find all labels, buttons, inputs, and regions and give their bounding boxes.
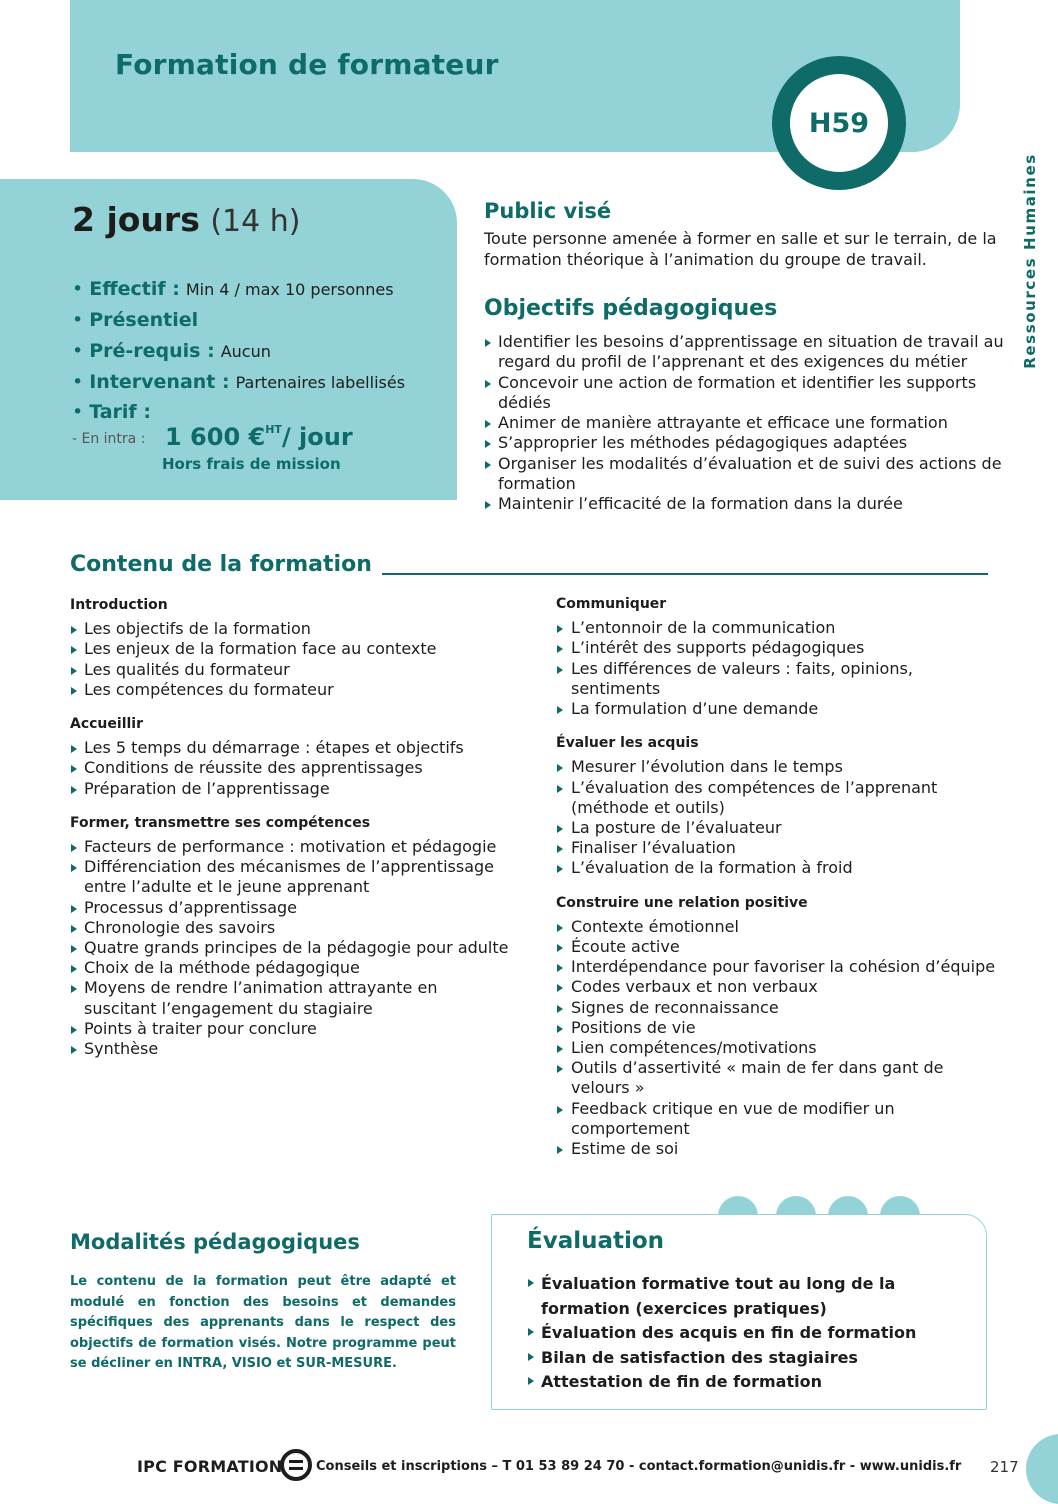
footer-contact: Conseils et inscriptions – T 01 53 89 24 70 - contact.formation@unidis.fr - www.unidis.fr [316, 1459, 962, 1474]
list-item: Points à traiter pour conclure [70, 1019, 510, 1039]
duration [72, 200, 300, 239]
content-section-accueillir [70, 714, 510, 799]
section-title: Former, transmettre ses compétences [70, 814, 371, 831]
list-item: Codes verbaux et non verbaux [556, 977, 996, 997]
info-item-tarif: • Tarif : [72, 401, 151, 423]
evaluation-list [527, 1272, 967, 1395]
info-item-prerequis: • Pré-requis : Aucun [72, 340, 271, 362]
list-item: Préparation de l’apprentissage [70, 779, 510, 799]
list-item: Les objectifs de la formation [70, 619, 510, 639]
info-item-intervenant: • Intervenant : Partenaires labellisés [72, 371, 406, 393]
footer-brand: IPC FORMATION [137, 1457, 283, 1476]
objective-item: Organiser les modalités d’évaluation et de suivi des actions de formation [484, 454, 1004, 495]
content-section-former [70, 813, 510, 1059]
content-heading: Contenu de la formation [70, 552, 372, 577]
list-item: Feedback critique en vue de modifier un comportement [556, 1099, 996, 1139]
evaluation-item: Évaluation des acquis en fin de formation [527, 1321, 967, 1346]
list-item: Contexte émotionnel [556, 917, 996, 937]
section-title: Évaluer les acquis [556, 735, 699, 752]
list-item: Écoute active [556, 937, 996, 957]
list-item: Les différences de valeurs : faits, opinions, sentiments [556, 659, 996, 699]
modalites-text: Le contenu de la formation peut être adapté et modulé en fonction des besoins et demandes spécifiques des apprenants dans le respect des objectifs de formation visés. Notre programme peut se décliner en INTRA, VISIO et SUR-MESURE. [70, 1274, 456, 1371]
content-section-introduction [70, 595, 510, 700]
evaluation-item: Attestation de fin de formation [527, 1370, 967, 1395]
content-column-right [556, 594, 996, 1173]
section-title: Introduction [70, 597, 168, 613]
list-item: Mesurer l’évolution dans le temps [556, 757, 996, 777]
objective-item: Identifier les besoins d’apprentissage en situation de travail au regard du profil de l’apprenant et des exigences du métier [484, 332, 1004, 373]
list-item: Les enjeux de la formation face au contexte [70, 639, 510, 659]
public-text: Toute personne amenée à former en salle et sur le terrain, de la formation théorique à l’animation du groupe de travail. [484, 229, 997, 269]
page-title: Formation de formateur [115, 48, 499, 81]
list-item: L’évaluation de la formation à froid [556, 858, 996, 878]
evaluation-item: Évaluation formative tout au long de la formation (exercices pratiques) [527, 1272, 967, 1321]
list-item: La formulation d’une demande [556, 699, 996, 719]
info-item-effectif: • Effectif : Min 4 / max 10 personnes [72, 278, 394, 300]
list-item: Moyens de rendre l’animation attrayante en suscitant l’engagement du stagiaire [70, 978, 510, 1018]
unidis-logo-icon [279, 1448, 313, 1482]
list-item: La posture de l’évaluateur [556, 818, 996, 838]
modalites-heading: Modalités pédagogiques [70, 1230, 360, 1254]
list-item: Finaliser l’évaluation [556, 838, 996, 858]
evaluation-heading: Évaluation [527, 1228, 665, 1254]
objective-item: S’approprier les méthodes pédagogiques adaptées [484, 433, 1004, 453]
list-item: Outils d’assertivité « main de fer dans gant de velours » [556, 1058, 996, 1098]
side-category-label: Ressources Humaines [1021, 153, 1039, 369]
duration-hours: (14 h) [210, 204, 301, 239]
price-label: - En intra : [72, 431, 146, 447]
list-item: L’entonnoir de la communication [556, 618, 996, 638]
list-item: Facteurs de performance : motivation et pédagogie [70, 837, 510, 857]
list-item: Lien compétences/motivations [556, 1038, 996, 1058]
content-section-communiquer [556, 594, 996, 719]
code-badge: H59 [790, 74, 888, 172]
list-item: Conditions de réussite des apprentissages [70, 758, 510, 778]
objective-item: Maintenir l’efficacité de la formation dans la durée [484, 494, 1004, 514]
objective-item: Animer de manière attrayante et efficace une formation [484, 413, 1004, 433]
list-item: Synthèse [70, 1039, 510, 1059]
objectives-heading: Objectifs pédagogiques [484, 296, 778, 321]
corner-decor [1026, 1434, 1058, 1504]
content-rule [382, 573, 988, 575]
objectives-list [484, 332, 1004, 515]
list-item: Choix de la méthode pédagogique [70, 958, 510, 978]
public-heading: Public visé [484, 199, 612, 223]
price-value: 1 600 €$^{HT}$/ jour [165, 423, 353, 451]
content-column-left [70, 595, 510, 1073]
list-item: Estime de soi [556, 1139, 996, 1159]
list-item: Signes de reconnaissance [556, 998, 996, 1018]
list-item: Processus d’apprentissage [70, 898, 510, 918]
list-item: Les qualités du formateur [70, 660, 510, 680]
section-title: Communiquer [556, 596, 667, 612]
list-item: Les 5 temps du démarrage : étapes et objectifs [70, 738, 510, 758]
list-item: L’intérêt des supports pédagogiques [556, 638, 996, 658]
content-section-relation [556, 893, 996, 1160]
evaluation-item: Bilan de satisfaction des stagiaires [527, 1346, 967, 1371]
objective-item: Concevoir une action de formation et identifier les supports dédiés [484, 373, 1004, 414]
info-item-presentiel: • Présentiel [72, 309, 199, 331]
side-category [1018, 152, 1042, 370]
price-note: Hors frais de mission [162, 455, 341, 473]
section-title: Construire une relation positive [556, 894, 808, 911]
list-item: Quatre grands principes de la pédagogie pour adulte [70, 938, 510, 958]
section-title: Accueillir [70, 716, 143, 733]
duration-days: 2 jours [72, 200, 200, 239]
list-item: Chronologie des savoirs [70, 918, 510, 938]
content-section-evaluer [556, 733, 996, 878]
list-item: Interdépendance pour favoriser la cohésion d’équipe [556, 957, 996, 977]
list-item: Positions de vie [556, 1018, 996, 1038]
page-number: 217 [990, 1458, 1019, 1476]
list-item: L’évaluation des compétences de l’apprenant (méthode et outils) [556, 778, 996, 818]
list-item: Différenciation des mécanismes de l’apprentissage entre l’adulte et le jeune apprenant [70, 857, 510, 897]
list-item: Les compétences du formateur [70, 680, 510, 700]
